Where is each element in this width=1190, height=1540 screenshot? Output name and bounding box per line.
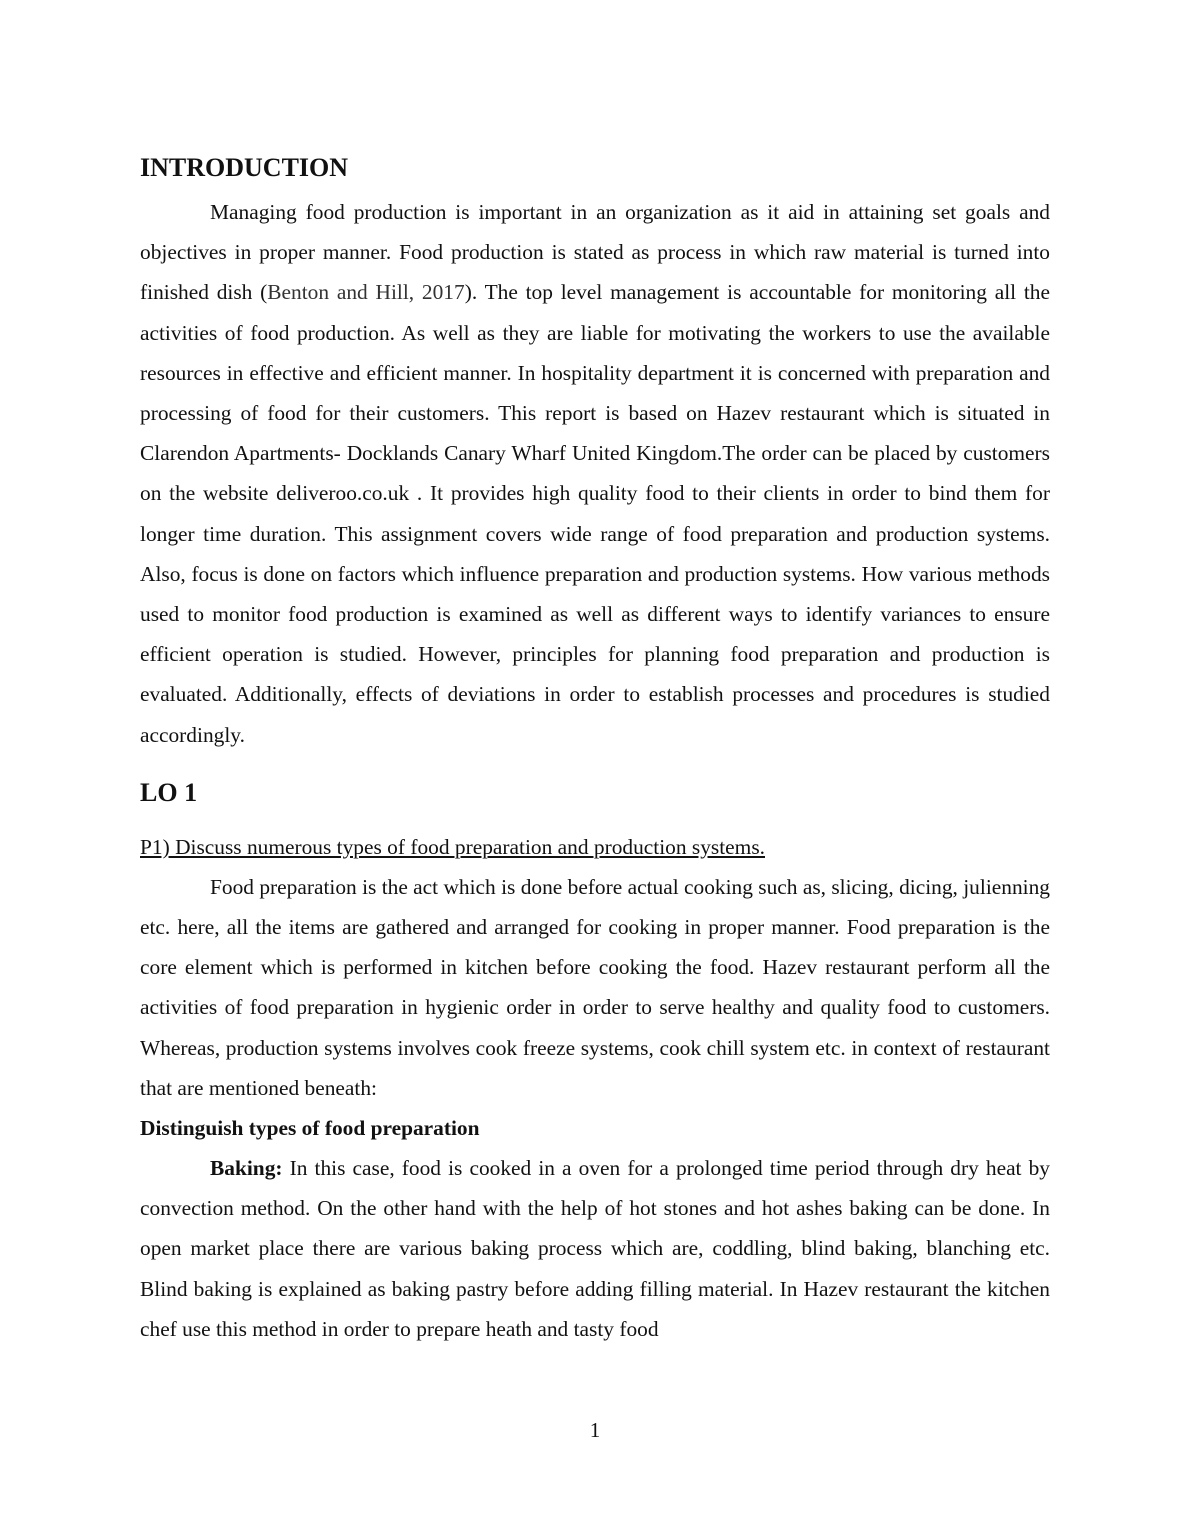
baking-text: In this case, food is cooked in a oven for a prolonged time period through dry heat by convection method. On the other hand with the help of hot stones and hot ashes baking can be done. In open market place there are various baking process which are, coddling, blind baking, blanching etc. Blind baking is explained as baking pastry before adding filling material. In Hazev restaurant the kitchen chef use this method in order to prepare heath and tasty food: [140, 1156, 1050, 1341]
distinguish-heading: Distinguish types of food preparation: [140, 1116, 480, 1141]
intro-paragraph-text-end: ). The top level management is accountable for monitoring all the activities of food production. As well as they are liable for motivating the workers to use the available resources in effective and efficient manner. In hospitality department it is concerned with preparation and processing of food for their customers. This report is based on Hazev restaurant which is situated in Clarendon Apartments- Docklands Canary Wharf United Kingdom.The order can be placed by customers on the website deliveroo.co.uk . It provides high quality food to their clients in order to bind them for longer time duration. This assignment covers wide range of food preparation and production systems. Also, focus is done on factors which influence preparation and production systems. How various methods used to monitor food production is examined as well as different ways to identify variances to ensure efficient operation is studied. However, principles for planning food preparation and production is evaluated. Additionally, effects of deviations in order to establish processes and procedures is studied accordingly.: [140, 280, 1050, 747]
baking-label: Baking:: [210, 1156, 283, 1181]
intro-paragraph-text-start: Managing food production is important in an organization as it aid in attaining set goals and objectives in proper manner. Food production is stated as process in which raw material is turned into finished dish (: [140, 200, 1050, 305]
lo1-heading: LO 1: [140, 777, 198, 807]
p1-title: P1) Discuss numerous types of food preparation and production systems.: [140, 834, 765, 859]
page-number: 1: [589, 1418, 601, 1442]
intro-citation: Benton and Hill, 2017: [267, 280, 465, 305]
intro-paragraph: [140, 192, 1050, 755]
intro-heading: INTRODUCTION: [140, 153, 349, 182]
baking-paragraph: [140, 1148, 1050, 1349]
document-page: [140, 150, 1050, 1349]
p1-paragraph: Food preparation is the act which is done before actual cooking such as, slicing, dicing, julienning etc. here, all the items are gathered and arranged for cooking in proper manner. Food preparation is the core element which is performed in kitchen before cooking the food. Hazev restaurant perform all the activities of food preparation in hygienic order in order to serve healthy and quality food to customers. Whereas, production systems involves cook freeze systems, cook chill system etc. in context of restaurant that are mentioned beneath:: [140, 874, 1050, 1100]
